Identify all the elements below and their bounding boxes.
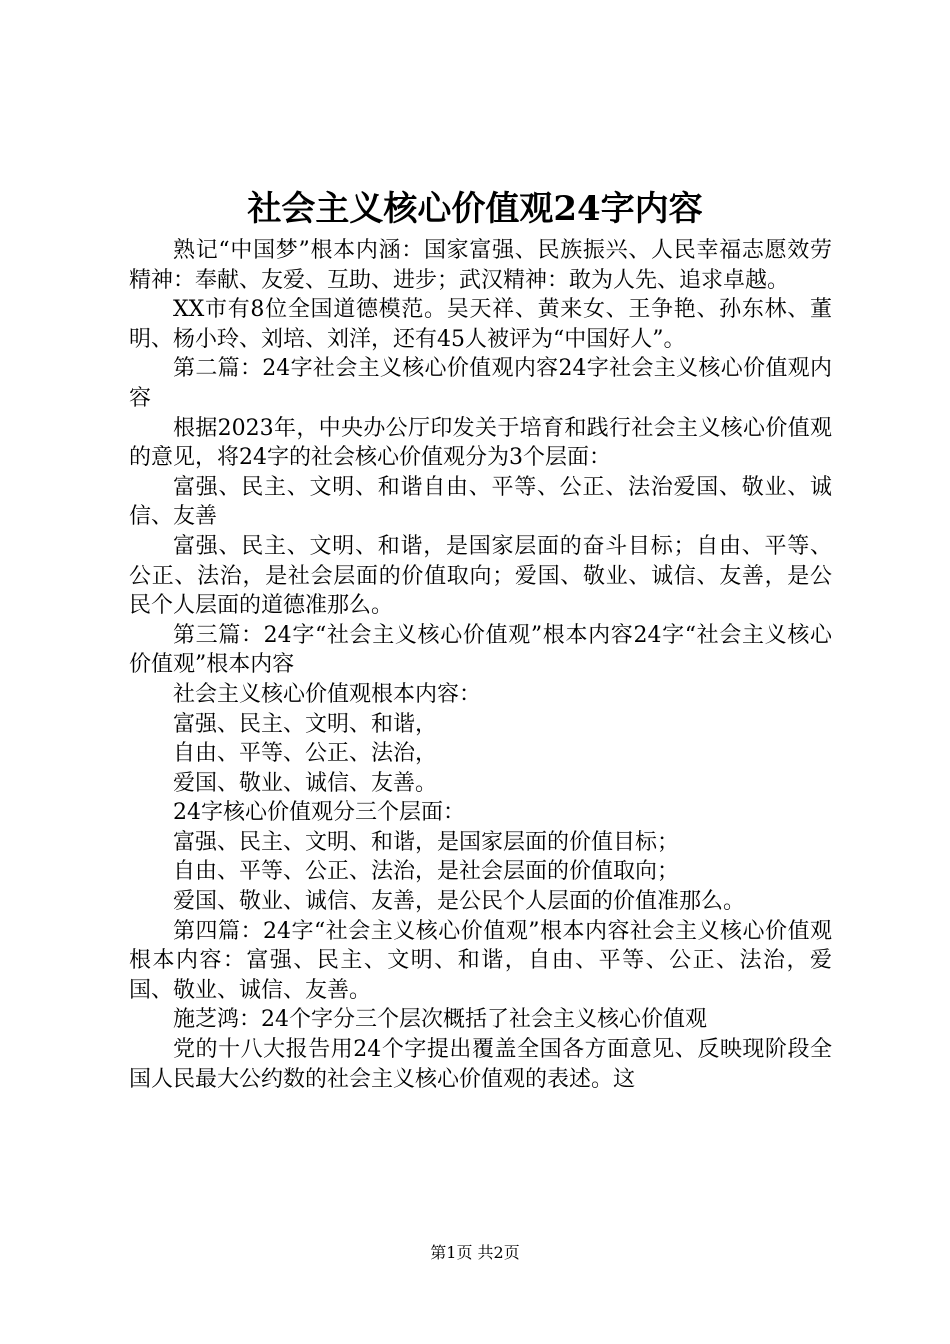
paragraph: 党的十八大报告用24个字提出覆盖全国各方面意见、反映现阶段全国人民最大公约数的社会主义核心价值观的表述。这 (129, 1037, 832, 1092)
paragraph: 自由、平等、公正、法治，是社会层面的价值取向； (173, 859, 680, 885)
document-title: 社会主义核心价值观24字内容 (247, 189, 703, 229)
paragraph: XX市有8位全国道德模范。吴天祥、黄来女、王争艳、孙东林、董明、杨小玲、刘培、刘洋，还有45人被评为“中国好人”。 (129, 297, 832, 352)
paragraph: 富强、民主、文明、和谐自由、平等、公正、法治爱国、敬业、诚信、友善 (129, 474, 832, 530)
paragraph: 爱国、敬业、诚信、友善，是公民个人层面的价值准那么。 (173, 889, 746, 915)
paragraph: 爱国、敬业、诚信、友善。 (173, 770, 438, 796)
paragraph: 熟记“中国梦”根本内涵：国家富强、民族振兴、人民幸福志愿效劳精神：奉献、友爱、互助、进步；武汉精神：敢为人先、追求卓越。 (129, 238, 832, 293)
paragraph: 第二篇：24字社会主义核心价值观内容24字社会主义核心价值观内容 (129, 356, 832, 411)
paragraph: 富强、民主、文明、和谐， (173, 711, 438, 737)
paragraph: 自由、平等、公正、法治， (173, 741, 438, 767)
paragraph: 24字核心价值观分三个层面： (173, 800, 465, 826)
paragraph: 第四篇：24字“社会主义核心价值观”根本内容社会主义核心价值观根本内容：富强、民主、文明、和谐，自由、平等、公正、法治，爱国、敬业、诚信、友善。 (129, 918, 832, 1003)
page-number: 第1页 (430, 1243, 473, 1262)
paragraph: 第三篇：24字“社会主义核心价值观”根本内容24字“社会主义核心价值观”根本内容 (129, 622, 832, 678)
paragraph: 富强、民主、文明、和谐，是国家层面的奋斗目标；自由、平等、公正、法治，是社会层面的价值取向；爱国、敬业、诚信、友善，是公民个人层面的道德准那么。 (129, 533, 832, 619)
document-body (129, 236, 832, 1094)
page-total: 共2页 (477, 1243, 520, 1262)
paragraph: 社会主义核心价值观根本内容： (173, 681, 482, 707)
page-footer (0, 1242, 950, 1264)
paragraph: 根据2023年，中央办公厅印发关于培育和践行社会主义核心价值观的意见，将24字的社会核心价值观分为3个层面： (129, 415, 832, 471)
paragraph: 富强、民主、文明、和谐，是国家层面的价值目标； (173, 829, 680, 855)
paragraph: 施芝鸿：24个字分三个层次概括了社会主义核心价值观 (173, 1007, 707, 1033)
